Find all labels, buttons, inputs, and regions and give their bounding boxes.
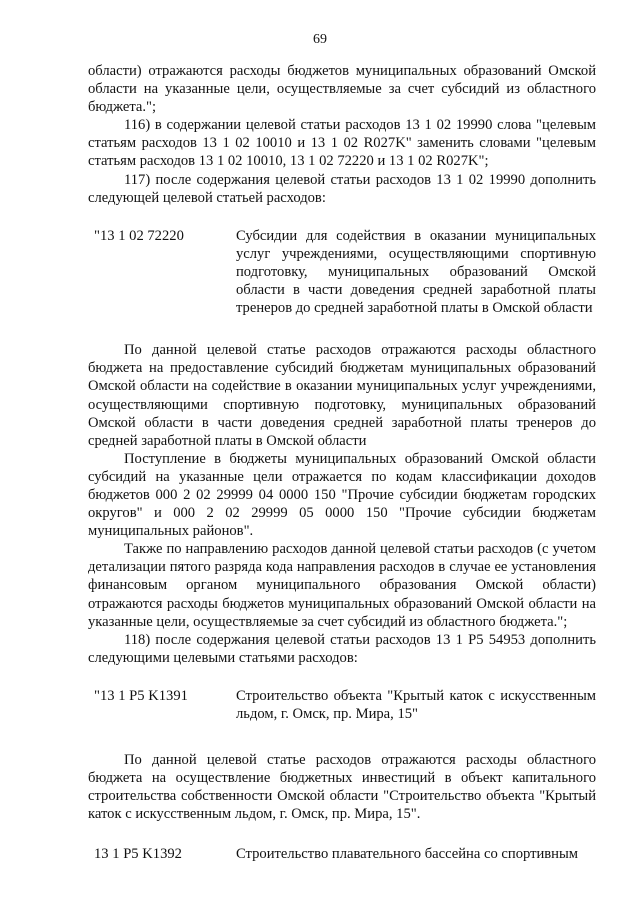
paragraph-item-116: 116) в содержании целевой статьи расходов 13 1 02 19990 слова "целевым статьям расходов 13 1 02 10010 и 13 1 02 R027K" заменить словами "целевым статьям расходов 13 1 02 10010, 13 1 02 72220 и 13 1 02 R027K"; [88,117,596,170]
target-article-code: "13 1 02 72220 [94,227,184,244]
target-article-code: 13 1 P5 K1392 [94,846,182,863]
target-article-code: "13 1 P5 K1391 [94,687,188,704]
target-article-entry [88,687,596,723]
page-number: 69 [313,32,327,47]
paragraph: области) отражаются расходы бюджетов муниципальных образований Омской области на указанные цели, осуществляемые за счет субсидий из областного бюджета."; [88,63,596,116]
paragraph-item-118: 118) после содержания целевой статьи расходов 13 1 P5 54953 дополнить следующими целевыми статьями расходов: [88,631,596,666]
target-article-description: Строительство объекта "Крытый каток с искусственным льдом, г. Омск, пр. Мира, 15" [236,687,596,722]
target-article-entry [88,845,596,863]
target-article-entry [88,227,596,317]
target-article-description: Субсидии для содействия в оказании муниципальных услуг учреждениями, осуществляющими спортивную подготовку, муниципальных образований Омской области в части доведения средней заработной платы тренеров до средней заработной платы в Омской области [236,227,596,317]
document-body [88,62,596,864]
paragraph: Также по направлению расходов данной целевой статьи расходов (с учетом детализации пятого разряда кода направления расходов в случае ее установления финансовым органом муниципального образования Омской области) отражаются расходы бюджетов муниципальных образований Омской области на указанные цели, осуществляемые за счет субсидий из областного бюджета."; [88,541,596,630]
paragraph: Поступление в бюджеты муниципальных образований Омской области субсидий на указанные цели отражается по кодам классификации доходов бюджетов 000 2 02 29999 04 0000 150 "Прочие субсидии бюджетам городских округов" и 000 2 02 29999 05 0000 150 "Прочие субсидии бюджетам муниципальных районов". [88,450,596,540]
paragraph-item-117: 117) после содержания целевой статьи расходов 13 1 02 19990 дополнить следующей целевой статьей расходов: [88,171,596,206]
target-article-description: Строительство плавательного бассейна со спортивным [236,846,579,863]
paragraph: По данной целевой статье расходов отражаются расходы областного бюджета на предоставление субсидий бюджетам муниципальных образований Омской области на содействие в оказании муниципальных услуг учреждениями, осуществляющими спортивную подготовку, муниципальных образований Омской области в части доведения средней заработной платы тренеров до средней заработной платы в Омской области [88,342,596,449]
paragraph: По данной целевой статье расходов отражаются расходы областного бюджета на осуществление бюджетных инвестиций в объект капитального строительства собственности Омской области "Строительство объекта "Крытый каток с искусственным льдом, г. Омск, пр. Мира, 15". [88,752,596,823]
